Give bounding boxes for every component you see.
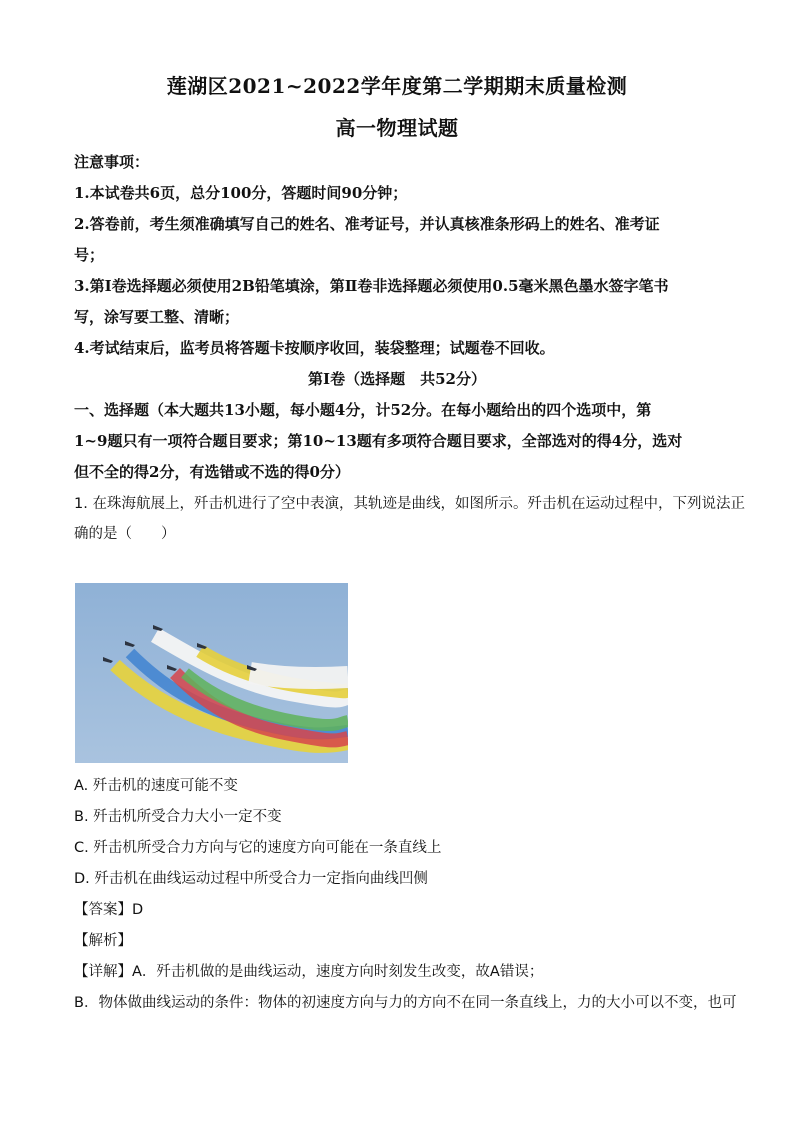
notice-item: 1.本试卷共6页，总分100分，答题时间90分钟； (74, 184, 408, 202)
option-d: D. 歼击机在曲线运动过程中所受合力一定指向曲线凹侧 (74, 871, 428, 887)
question-stem: 确的是（ ） (74, 526, 176, 542)
analysis-label: 【解析】 (74, 933, 132, 949)
exam-subtitle: 高一物理试题 (335, 116, 459, 140)
detail-line: 【详解】A．歼击机做的是曲线运动，速度方向时刻发生改变，故A错误； (74, 964, 544, 980)
question-stem: 1. 在珠海航展上，歼击机进行了空中表演，其轨迹是曲线，如图所示。歼击机在运动过程中，下列说法正 (74, 496, 745, 512)
option-b: B. 歼击机所受合力大小一定不变 (74, 809, 282, 825)
section-instructions: 1~9题只有一项符合题目要求；第10~13题有多项符合题目要求，全部选对的得4分，选对 (74, 432, 683, 450)
answer-value: D (132, 902, 144, 918)
notice-item: 写，涂写要工整、清晰； (74, 308, 240, 326)
notice-item: 4.考试结束后，监考员将答题卡按顺序收回，装袋整理；试题卷不回收。 (74, 339, 555, 357)
option-c: C. 歼击机所受合力方向与它的速度方向可能在一条直线上 (74, 840, 442, 856)
detail-line: B．物体做曲线运动的条件：物体的初速度方向与力的方向不在同一条直线上，力的大小可以不变，也可 (74, 995, 737, 1011)
section-instructions: 但不全的得2分，有选错或不选的得0分） (74, 463, 350, 481)
option-a: A. 歼击机的速度可能不变 (74, 778, 238, 794)
section-title: 第Ⅰ卷（选择题 共52分） (308, 370, 486, 388)
answer-label: 【答案】 (74, 902, 132, 918)
notice-heading: 注意事项： (74, 153, 150, 171)
exam-title: 莲湖区2021~2022学年度第二学期期末质量检测 (166, 74, 628, 98)
notice-item: 3.第Ⅰ卷选择题必须使用2B铅笔填涂，第Ⅱ卷非选择题必须使用0.5毫米黑色墨水签字笔书 (74, 277, 669, 295)
answer-line (74, 900, 724, 920)
jet-formation-photo (75, 583, 348, 763)
notice-item: 2.答卷前，考生须准确填写自己的姓名、准考证号，并认真核准条形码上的姓名、准考证 (74, 215, 660, 233)
section-instructions: 一、选择题（本大题共13小题，每小题4分，计52分。在每小题给出的四个选项中，第 (74, 401, 652, 419)
notice-item: 号； (74, 246, 105, 264)
